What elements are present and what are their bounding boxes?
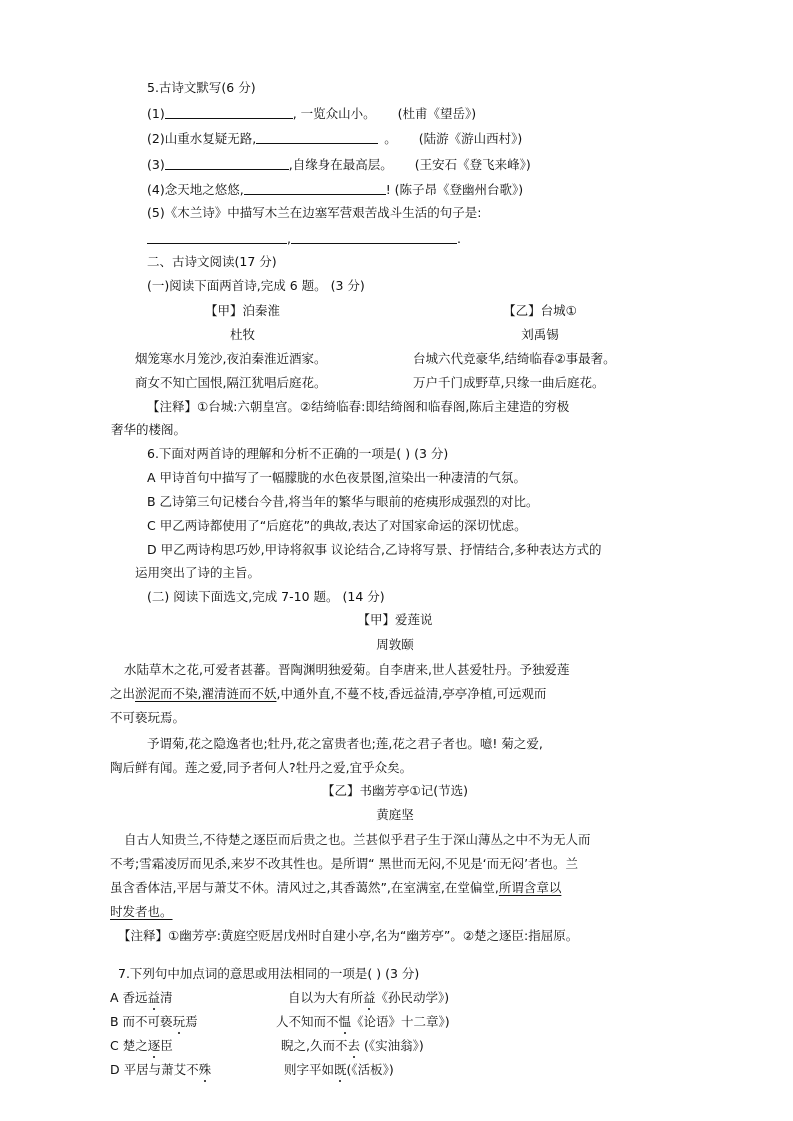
dotted-word: 逐 xyxy=(147,1038,161,1053)
answer-blank[interactable] xyxy=(256,131,378,144)
passage-a-line: 不可亵玩焉。 xyxy=(110,710,186,725)
underlined-sentence: 淤泥而不染,濯清涟而不妖 xyxy=(135,686,277,701)
dotted-word: 殊 xyxy=(198,1062,212,1077)
answer-blank[interactable] xyxy=(244,182,386,195)
answer-blank[interactable] xyxy=(291,231,457,244)
q7-option-b-compare: 人不知而不愠《论语》十二章》) xyxy=(276,1014,450,1029)
poem-a-title: 【甲】泊秦淮 xyxy=(204,303,280,318)
dotted-word: 既 xyxy=(334,1062,347,1077)
q5-item-3: (3) ,自缘身在最高层。 (王安石《登飞来峰》) xyxy=(147,157,531,172)
passage-b-line: 自古人知贵兰,不待楚之逐臣而后贵之也。兰甚似乎君子生于深山薄丛之中不为无人而 xyxy=(124,832,591,847)
dotted-word: 益 xyxy=(363,990,376,1005)
poem-b-line: 台城六代竞豪华,结绮临春②事最奢。 xyxy=(413,351,616,366)
passage-b-line xyxy=(110,906,173,919)
poem-note-cont: 奢华的楼阁。 xyxy=(111,422,187,437)
passage-b-line: 不考;雪霜凌厉而见杀,来岁不改其性也。是所谓“ 黑世而无闷,不见是‘而无闷’者也。兰 xyxy=(110,856,579,871)
underlined-sentence: 时发者也。 xyxy=(110,904,173,919)
q6-stem: 6.下面对两首诗的理解和分析不正确的一项是( ) (3 分) xyxy=(147,446,449,461)
passage-a-line: 之出淤泥而不染,濯清涟而不妖,中通外直,不蔓不枝,香远益清,亭亭净植,可远观而 xyxy=(110,686,547,701)
passage-b-author: 黄庭坚 xyxy=(376,807,414,822)
passage-b-line: 虽含香体洁,平居与萧艾不休。清风过之,其香蔼然”,在室满室,在堂偏堂,所谓含章以 xyxy=(110,880,562,895)
q7-option-d[interactable]: D 平居与萧艾不殊 xyxy=(110,1062,212,1077)
q6-option-b[interactable]: B 乙诗第三句记楼台今昔,将当年的繁华与眼前的疮痍形成强烈的对比。 xyxy=(147,494,539,509)
part-1-intro: (一)阅读下面两首诗,完成 6 题。 (3 分) xyxy=(147,278,365,293)
q7-option-a-compare: 自以为大有所益《孙民动学》) xyxy=(288,990,450,1005)
q6-option-a[interactable]: A 甲诗首句中描写了一幅朦胧的水色夜景图,渲染出一种凄清的气氛。 xyxy=(147,470,526,485)
passage-a-line: 予谓菊,花之隐逸者也;牡丹,花之富贵者也;莲,花之君子者也。噫! 菊之爱, xyxy=(147,736,543,751)
q5-item-5-blanks: , . xyxy=(147,231,461,246)
q6-option-c[interactable]: C 甲乙两诗都使用了“后庭花”的典故,表达了对国家命运的深切忧虑。 xyxy=(147,518,527,533)
q7-option-a[interactable]: A 香远益清 xyxy=(110,990,173,1005)
passage-b-title: 【乙】书幽芳亭①记(节选) xyxy=(322,783,468,798)
poem-a-line: 商女不知亡国恨,隔江犹唱后庭花。 xyxy=(135,375,327,390)
answer-blank[interactable] xyxy=(147,231,287,244)
poem-a-line: 烟笼寒水月笼沙,夜泊秦淮近酒家。 xyxy=(135,351,327,366)
q6-option-d-cont: 运用突出了诗的主旨。 xyxy=(135,565,261,580)
poem-b-line: 万户千门成野草,只缘一曲后庭花。 xyxy=(413,375,605,390)
q6-option-d[interactable]: D 甲乙两诗构思巧妙,甲诗将叙事 议论结合,乙诗将写景、抒情结合,多种表达方式的 xyxy=(147,542,602,557)
passage-a-title: 【甲】爱莲说 xyxy=(357,612,433,627)
dotted-word: 去 xyxy=(347,1038,360,1053)
answer-blank[interactable] xyxy=(165,157,289,170)
dotted-word: 益 xyxy=(147,990,161,1005)
q5-item-2: (2)山重水复疑无路, 。 (陆游《游山西村》) xyxy=(147,131,523,146)
q5-item-5: (5)《木兰诗》中描写木兰在边塞军营艰苦战斗生活的句子是: xyxy=(147,205,482,220)
poem-a-author: 杜牧 xyxy=(229,327,255,342)
passage-b-note: 【注释】①幽芳亭:黄庭空贬居戊州时自建小亭,名为“幽芳亭”。②楚之逐臣:指屈原。 xyxy=(118,928,579,943)
q7-option-c-compare: 睨之,久而不去 (《实油翁》) xyxy=(281,1038,424,1053)
q5-title: 5.古诗文默写(6 分) xyxy=(147,80,256,95)
passage-a-author: 周敦颐 xyxy=(376,637,414,652)
section-2-title: 二、古诗文阅读(17 分) xyxy=(147,254,277,269)
poem-note: 【注释】①台城:六朝皇宫。②结绮临春:即结绮阁和临春阁,陈后主建造的穷极 xyxy=(147,399,570,414)
passage-a-line: 陶后鲜有闻。莲之爱,同予者何人?牡丹之爱,宜乎众矣。 xyxy=(110,760,413,775)
answer-blank[interactable] xyxy=(165,106,293,119)
dotted-word: 玩 xyxy=(172,1014,186,1029)
poem-b-author: 刘禹锡 xyxy=(521,327,559,342)
passage-a-line: 水陆草木之花,可爱者甚蕃。晋陶渊明独爱菊。自李唐来,世人甚爱牡丹。予独爱莲 xyxy=(124,662,570,677)
poem-b-title: 【乙】台城① xyxy=(503,303,577,318)
q7-stem: 7.下列句中加点词的意思或用法相同的一项是( ) (3 分) xyxy=(118,966,420,981)
q7-option-b[interactable]: B 而不可亵玩焉 xyxy=(110,1014,198,1029)
q7-option-d-compare: 则字平如既(《活板》) xyxy=(284,1062,394,1077)
underlined-sentence: 所谓含章以 xyxy=(498,880,562,895)
dotted-word: 愠 xyxy=(338,1014,352,1029)
q5-item-1: (1) , 一览众山小。 (杜甫《望岳》) xyxy=(147,106,477,121)
q7-option-c[interactable]: C 楚之逐臣 xyxy=(110,1038,173,1053)
part-2-intro: (二) 阅读下面选文,完成 7-10 题。 (14 分) xyxy=(147,589,385,604)
q5-item-4: (4)念天地之悠悠, ! (陈子昂《登幽州台歌》) xyxy=(147,182,524,197)
